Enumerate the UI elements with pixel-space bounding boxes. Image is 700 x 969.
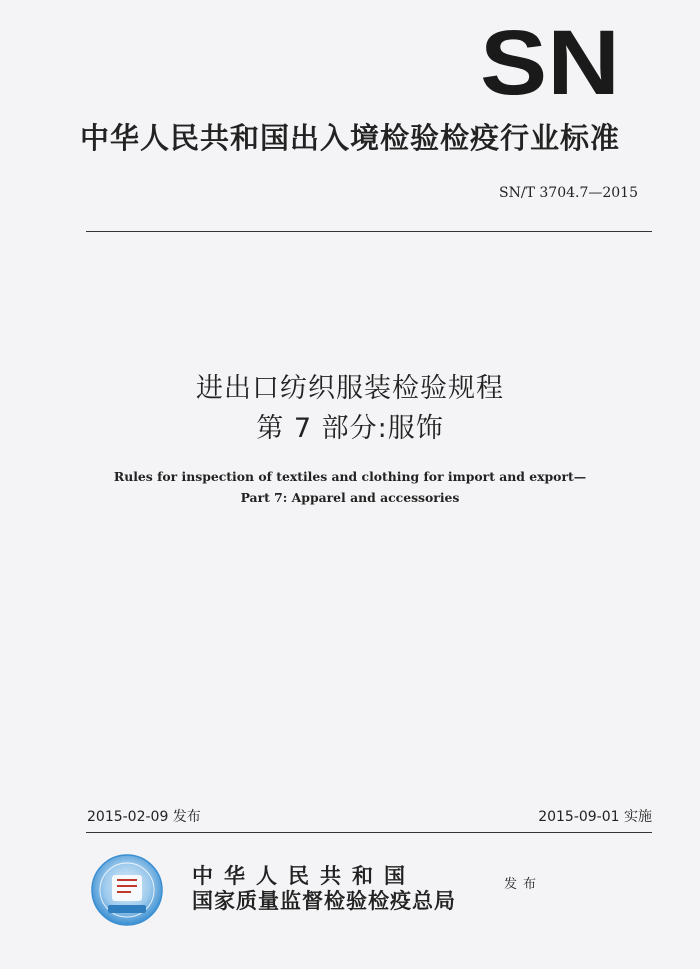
chinese-title-line1: 进出口纺织服装检验规程 xyxy=(196,373,504,404)
standard-code: SN/T 3704.7—2015 xyxy=(499,185,638,201)
sn-logo-graphic xyxy=(479,24,621,100)
header-divider xyxy=(86,231,652,232)
footer-divider xyxy=(86,832,652,833)
sn-logo xyxy=(479,24,621,100)
issuer-line1: 中华人民共和国 xyxy=(192,863,416,888)
effective-date: 2015-09-01 实施 xyxy=(538,809,652,825)
english-title-line1: Rules for inspection of textiles and clothing for import and export— xyxy=(113,469,587,484)
issue-label: 发布 xyxy=(504,877,543,892)
issuer-line2: 国家质量监督检验检疫总局 xyxy=(192,888,456,913)
anti-counterfeit-seal-icon xyxy=(90,853,164,927)
chinese-title-line2: 第 7 部分:服饰 xyxy=(256,413,444,444)
english-title-line2: Part 7: Apparel and accessories xyxy=(240,490,460,505)
org-title: 中华人民共和国出入境检验检疫行业标准 xyxy=(79,121,620,155)
issue-date: 2015-02-09 发布 xyxy=(87,809,201,825)
svg-text:SN: SN xyxy=(480,24,620,100)
